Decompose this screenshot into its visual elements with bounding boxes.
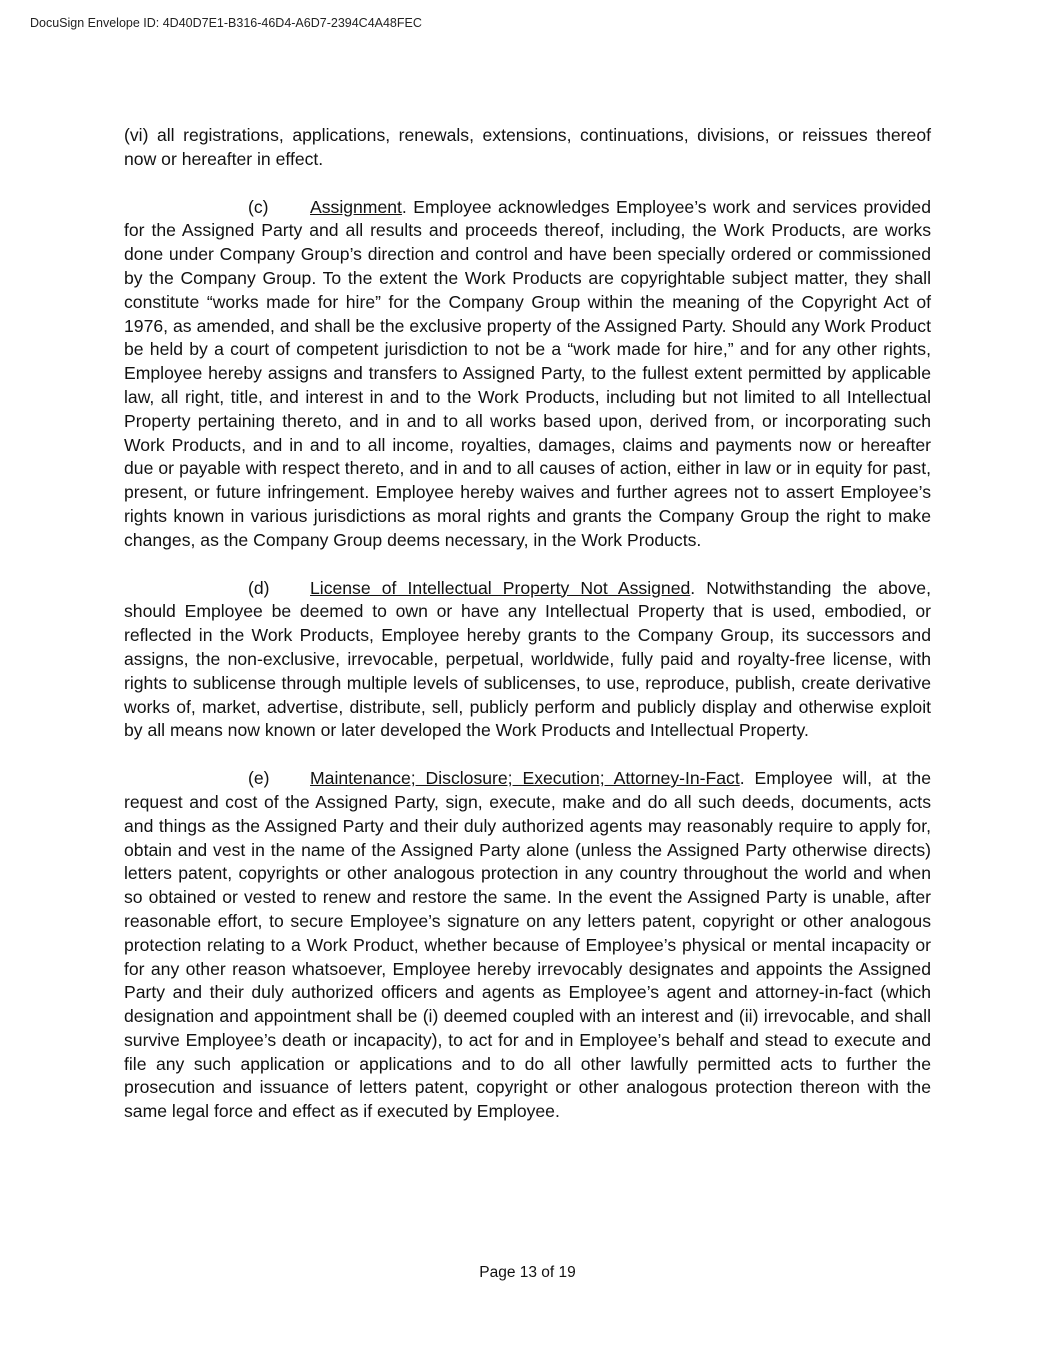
section-d-marker: (d) xyxy=(248,577,270,598)
section-c-marker: (c) xyxy=(248,196,269,217)
section-e xyxy=(124,767,931,1124)
page-number: Page 13 of 19 xyxy=(479,1264,576,1281)
docusign-envelope-id: DocuSign Envelope ID: 4D40D7E1-B316-46D4-A6D7-2394C4A48FEC xyxy=(30,16,422,30)
section-c-heading: Assignment xyxy=(310,196,402,217)
section-e-body: . Employee will, at the request and cost of the Assigned Party, sign, execute, make and do all such deeds, documents, acts and things as the Assigned Party and their duly authorized agents may reasonably require to apply for, obtain and vest in the name of the Assigned Party alone (unless the Assigned Party otherwise directs) letters patent, copyrights or other analogous protection in any country throughout the world and when so obtained or vested to renew and restore the same. In the event the Assigned Party is unable, after reasonable effort, to secure Employee’s signature on any letters patent, copyright or other analogous protection relating to a Work Product, whether because of Employee’s physical or mental incapacity or for any other reason whatsoever, Employee hereby irrevocably designates and appoints the Assigned Party and their duly authorized officers and agents as Employee’s agent and attorney-in-fact (which designation and appointment shall be (i) deemed coupled with an interest and (ii) irrevocable, and shall survive Employee’s death or incapacity), to act for and in Employee’s behalf and stead to execute and file any such application or applications and to do all other lawfully permitted acts to further the prosecution and issuance of letters patent, copyright or other analogous protection thereon with the same legal force and effect as if executed by Employee. xyxy=(124,768,931,1122)
section-d xyxy=(124,577,931,744)
section-d-heading: License of Intellectual Property Not Assigned xyxy=(310,577,691,598)
section-c xyxy=(124,196,931,553)
section-e-marker: (e) xyxy=(248,768,270,789)
section-e-heading: Maintenance; Disclosure; Execution; Attorney-In-Fact xyxy=(310,768,740,789)
document-body xyxy=(124,124,931,1148)
section-c-body: . Employee acknowledges Employee’s work and services provided for the Assigned Party and all results and proceeds thereof, including, the Work Products, are works done under Company Group’s direction and control and have been specially ordered or commissioned by the Company Group. To the extent the Work Products are copyrightable subject matter, they shall constitute “works made for hire” for the Company Group within the meaning of the Copyright Act of 1976, as amended, and shall be the exclusive property of the Assigned Party. Should any Work Product be held by a court of competent jurisdiction to not be a “work made for hire,” and for any other rights, Employee hereby assigns and transfers to Assigned Party, to the fullest extent permitted by applicable law, all right, title, and interest in and to the Work Products, including but not limited to all Intellectual Property pertaining thereto, and in and to all works based upon, derived from, or incorporating such Work Products, and in and to all income, royalties, damages, claims and payments now or hereafter due or payable with respect thereto, and in and to all causes of action, either in law or in equity for past, present, or future infringement. Employee hereby waives and further agrees not to assert Employee’s rights known in various jurisdictions as moral rights and grants the Company Group the right to make changes, as the Company Group deems necessary, in the Work Products. xyxy=(124,196,931,550)
section-d-body: . Notwithstanding the above, should Employee be deemed to own or have any Intellectual Property that is used, embodied, or reflected in the Work Products, Employee hereby grants to the Company Group, its successors and assigns, the non-exclusive, irrevocable, perpetual, worldwide, fully paid and royalty-free license, with rights to sublicense through multiple levels of sublicenses, to use, reproduce, publish, create derivative works of, market, advertise, distribute, sell, publicly perform and publicly display and otherwise exploit by all means now known or later developed the Work Products and Intellectual Property. xyxy=(124,577,931,741)
paragraph-vi: (vi) all registrations, applications, renewals, extensions, continuations, divisions, or reissues thereof now or hereafter in effect. xyxy=(124,125,931,169)
